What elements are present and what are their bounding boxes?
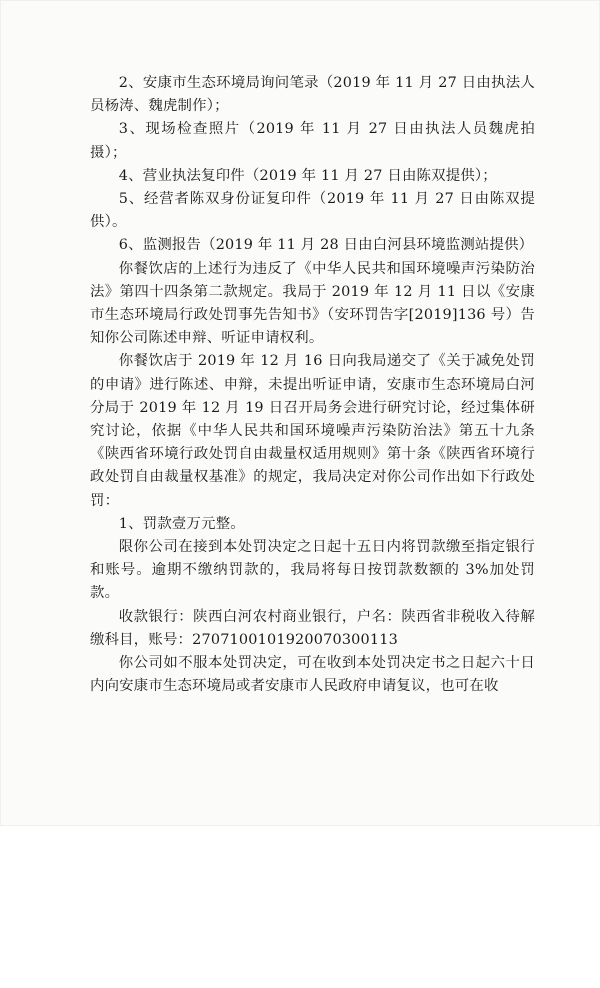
violation-paragraph: 你餐饮店的上述行为违反了《中华人民共和国环境噪声污染防治法》第四十四条第二款规定。我局于 2019 年 12 月 11 日以《安康市生态环境局行政处罚事先告知书》（安环罚告字[2019]136 号）告知你公司陈述申辩、听证申请权利。 xyxy=(90,260,535,347)
document-body xyxy=(90,72,535,698)
appeal-paragraph: 你公司如不服本处罚决定，可在收到本处罚决定书之日起六十日内向安康市生态环境局或者安康市人民政府申请复议，也可在收 xyxy=(90,655,535,695)
evidence-item-5: 5、经营者陈双身份证复印件（2019 年 11 月 27 日由陈双提供）。 xyxy=(90,191,535,231)
procedure-paragraph: 你餐饮店于 2019 年 12 月 16 日向我局递交了《关于减免处罚的申请》进行陈述、申辩，未提出听证申请，安康市生态环境局白河分局于 2019 年 12 月 19 日召开局务会进行研究讨论，经过集体研究讨论，依据《中华人民共和国环境噪声污染防治法》第五十九条《陕西省环境行政处罚自由裁量权适用规则》第十条《陕西省环境行政处罚自由裁量权基准》的规定，我局决定对你公司作出如下行政处罚： xyxy=(90,353,535,509)
penalty-item-1: 1、罚款壹万元整。 xyxy=(118,515,245,532)
blank-margin xyxy=(0,826,600,988)
bank-info-paragraph: 收款银行：陕西白河农村商业银行，户名：陕西省非税收入待解缴科目，账号：27071001019200703​00113 xyxy=(90,608,535,648)
evidence-item-3: 3、现场检查照片（2019 年 11 月 27 日由执法人员魏虎拍摄）； xyxy=(90,121,535,161)
evidence-item-2: 2、安康市生态环境局询问笔录（2019 年 11 月 27 日由执法人员杨涛、魏虎制作）； xyxy=(90,75,535,115)
payment-deadline-paragraph: 限你公司在接到本处罚决定之日起十五日内将罚款缴至指定银行和账号。逾期不缴纳罚款的，我局将每日按罚款数额的 3%加处罚款。 xyxy=(90,539,535,602)
evidence-item-6: 6、监测报告（2019 年 11 月 28 日由白河县环境监测站提供） xyxy=(118,237,534,254)
evidence-item-4: 4、营业执法复印件（2019 年 11 月 27 日由陈双提供）； xyxy=(118,167,497,184)
